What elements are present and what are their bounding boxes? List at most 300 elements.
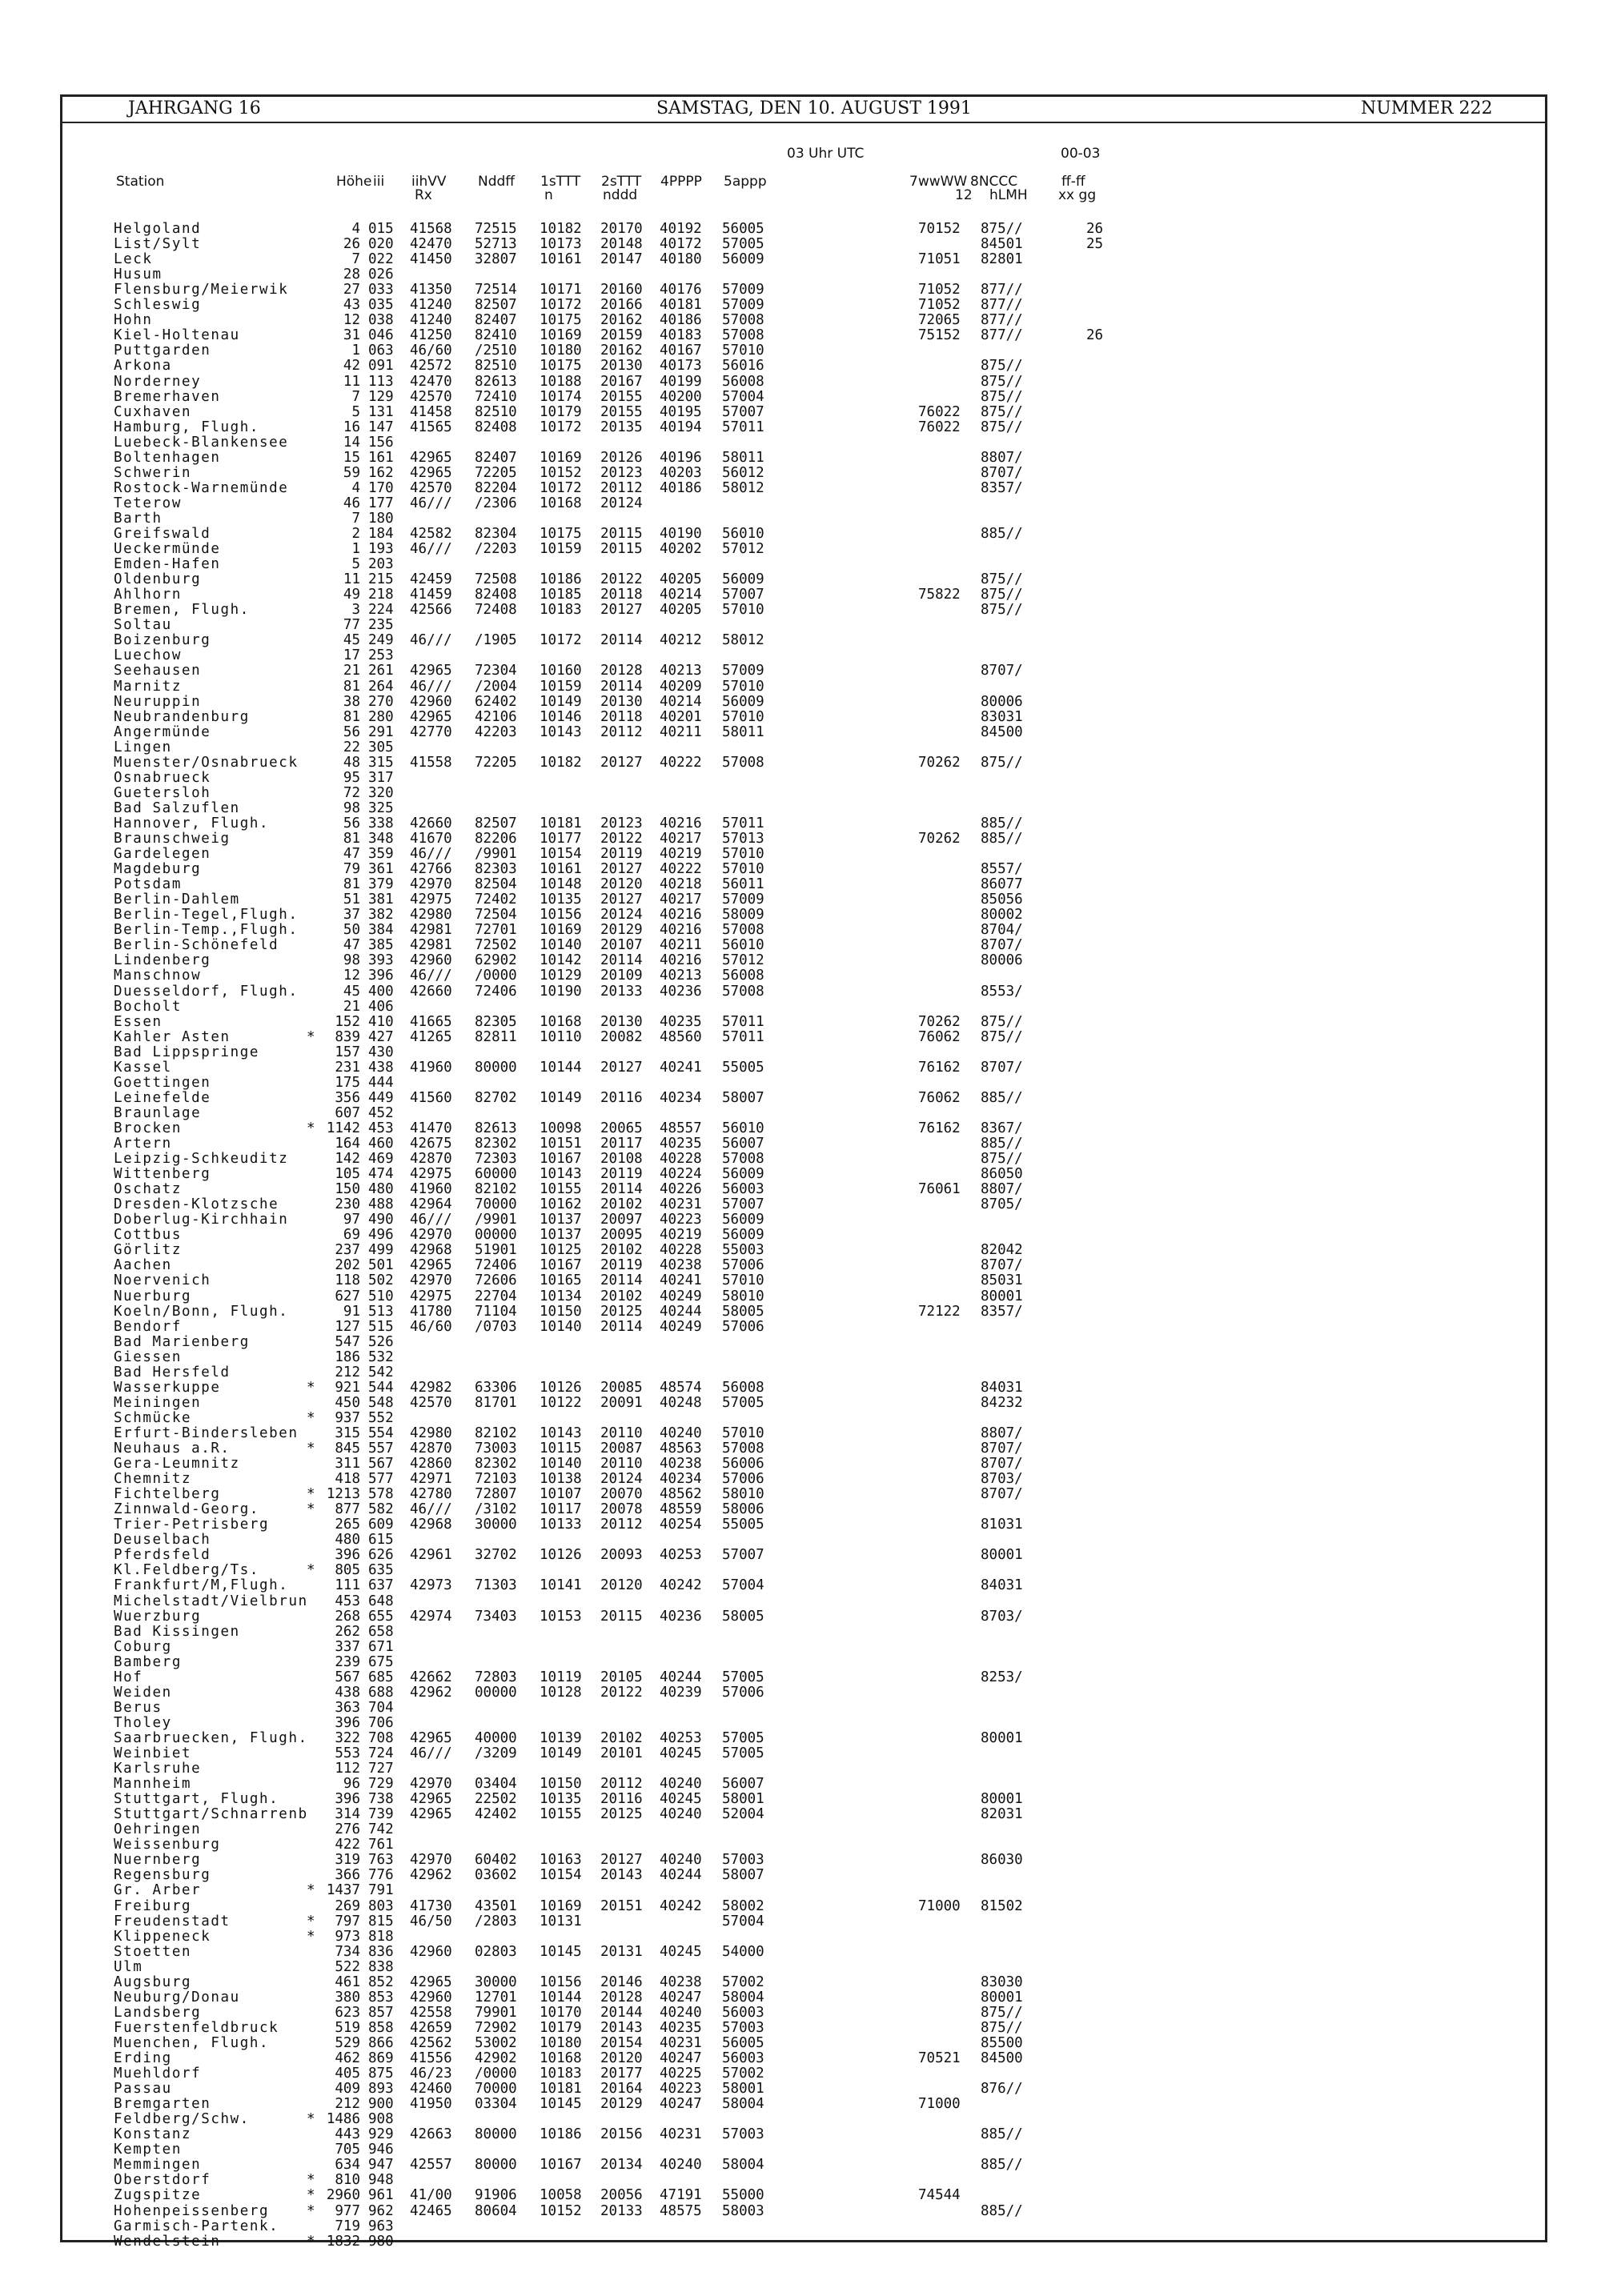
group-4pppp: 40247 bbox=[660, 2050, 702, 2066]
station-index: 688 bbox=[368, 1684, 394, 1701]
group-1sttt: 10141 bbox=[540, 1577, 582, 1594]
group-nddff: 03602 bbox=[475, 1867, 517, 1884]
station-name: Oldenburg bbox=[114, 571, 202, 588]
table-row bbox=[0, 1625, 1201, 1640]
group-1sttt: 10133 bbox=[540, 1517, 582, 1533]
group-nddff: /0000 bbox=[475, 2066, 517, 2082]
table-row bbox=[0, 725, 1201, 740]
group-4pppp: 40218 bbox=[660, 876, 702, 893]
group-5appp: 58001 bbox=[722, 2081, 764, 2098]
group-ihvv: 42562 bbox=[410, 2034, 452, 2051]
group-8nccc: 885// bbox=[981, 526, 1023, 542]
group-5appp: 57005 bbox=[722, 1394, 764, 1411]
group-2sttt: 20127 bbox=[600, 1059, 643, 1076]
station-index: 035 bbox=[368, 297, 394, 314]
group-4pppp: 40241 bbox=[660, 1272, 702, 1289]
station-index: 488 bbox=[368, 1196, 394, 1213]
group-8nccc: 84500 bbox=[981, 2050, 1023, 2066]
station-index: 852 bbox=[368, 1973, 394, 1990]
group-nddff: 42106 bbox=[475, 708, 517, 725]
mountain-marker: * bbox=[307, 1409, 315, 1426]
group-nddff: 72205 bbox=[475, 754, 517, 771]
table-row bbox=[0, 1487, 1201, 1502]
group-ihvv: 42965 bbox=[410, 1806, 452, 1823]
group-8nccc: 8357/ bbox=[981, 1303, 1023, 1320]
group-8nccc: 8707/ bbox=[981, 1059, 1023, 1076]
station-index: 022 bbox=[368, 251, 394, 268]
group-ihvv: 42962 bbox=[410, 1867, 452, 1884]
station-index: 046 bbox=[368, 327, 394, 344]
station-height: 805 bbox=[335, 1562, 360, 1579]
group-nddff: 71303 bbox=[475, 1577, 517, 1594]
group-2sttt: 20125 bbox=[600, 1303, 643, 1320]
station-height: 112 bbox=[335, 1761, 360, 1777]
mountain-marker: * bbox=[307, 1501, 315, 1518]
group-8nccc: 82042 bbox=[981, 1242, 1023, 1259]
table-row bbox=[0, 1594, 1201, 1609]
group-2sttt: 20112 bbox=[600, 1776, 643, 1793]
group-1sttt: 10142 bbox=[540, 952, 582, 969]
group-ihvv: 42965 bbox=[410, 1791, 452, 1808]
group-1sttt: 10188 bbox=[540, 373, 582, 390]
group-ihvv: 42470 bbox=[410, 236, 452, 253]
group-1sttt: 10163 bbox=[540, 1852, 582, 1869]
table-row bbox=[0, 2005, 1201, 2021]
station-height: 366 bbox=[335, 1867, 360, 1884]
group-nddff: 72408 bbox=[475, 602, 517, 619]
table-row bbox=[0, 2112, 1201, 2127]
group-nddff: 72205 bbox=[475, 464, 517, 481]
group-8nccc: 86030 bbox=[981, 1852, 1023, 1869]
station-height: 311 bbox=[335, 1456, 360, 1473]
station-name: Schwerin bbox=[114, 464, 192, 481]
group-4pppp: 40219 bbox=[660, 1227, 702, 1244]
group-ihvv: 41665 bbox=[410, 1013, 452, 1030]
station-height: 547 bbox=[335, 1333, 360, 1350]
group-1sttt: 10169 bbox=[540, 449, 582, 466]
group-ihvv: 46/60 bbox=[410, 1318, 452, 1335]
station-height: 3 bbox=[351, 602, 360, 619]
group-4pppp: 40217 bbox=[660, 892, 702, 908]
table-row bbox=[0, 1578, 1201, 1593]
mountain-marker: * bbox=[307, 1928, 315, 1945]
table-row bbox=[0, 877, 1201, 892]
group-4pppp: 40245 bbox=[660, 1791, 702, 1808]
station-name: Cottbus bbox=[114, 1227, 182, 1244]
table-row bbox=[0, 816, 1201, 831]
group-8nccc: 86050 bbox=[981, 1166, 1023, 1183]
table-row bbox=[0, 1076, 1201, 1091]
group-2sttt: 20065 bbox=[600, 1120, 643, 1136]
station-name: Pferdsfeld bbox=[114, 1547, 211, 1564]
group-ihvv: 42982 bbox=[410, 1379, 452, 1396]
station-name: Klippeneck bbox=[114, 1928, 211, 1945]
group-1sttt: 10185 bbox=[540, 587, 582, 603]
group-ihvv: 42662 bbox=[410, 1669, 452, 1685]
group-ihvv: 41556 bbox=[410, 2050, 452, 2066]
station-name: Oberstdorf bbox=[114, 2172, 211, 2189]
group-1sttt: 10180 bbox=[540, 2034, 582, 2051]
group-ihvv: 42970 bbox=[410, 1776, 452, 1793]
station-name: Stuttgart, Flugh. bbox=[114, 1791, 279, 1808]
group-5appp: 56010 bbox=[722, 1120, 764, 1136]
station-name: Schleswig bbox=[114, 297, 202, 314]
group-1sttt: 10126 bbox=[540, 1547, 582, 1564]
group-ihvv: 42968 bbox=[410, 1242, 452, 1259]
station-height: 118 bbox=[335, 1272, 360, 1289]
group-nddff: 73003 bbox=[475, 1441, 517, 1457]
table-row bbox=[0, 1320, 1201, 1335]
station-index: 626 bbox=[368, 1547, 394, 1564]
group-4pppp: 40223 bbox=[660, 1212, 702, 1228]
group-nddff: 53002 bbox=[475, 2034, 517, 2051]
station-name: Hohn bbox=[114, 312, 153, 329]
station-height: 396 bbox=[335, 1714, 360, 1731]
table-row bbox=[0, 405, 1201, 420]
station-index: 161 bbox=[368, 449, 394, 466]
station-index: 763 bbox=[368, 1852, 394, 1869]
group-nddff: 91906 bbox=[475, 2187, 517, 2204]
station-index: 729 bbox=[368, 1776, 394, 1793]
group-nddff: /3209 bbox=[475, 1745, 517, 1761]
group-2sttt: 20147 bbox=[600, 251, 643, 268]
group-4pppp: 47191 bbox=[660, 2187, 702, 2204]
group-ihvv: 42570 bbox=[410, 479, 452, 496]
table-row bbox=[0, 908, 1201, 923]
group-4pppp: 40225 bbox=[660, 2066, 702, 2082]
station-height: 315 bbox=[335, 1424, 360, 1441]
group-8nccc: 8707/ bbox=[981, 937, 1023, 954]
issue-date: SAMSTAG, DEN 10. AUGUST 1991 bbox=[656, 98, 972, 118]
group-8nccc: 80006 bbox=[981, 952, 1023, 969]
station-height: 7 bbox=[351, 251, 360, 268]
group-1sttt: 10149 bbox=[540, 1745, 582, 1761]
station-index: 502 bbox=[368, 1272, 394, 1289]
group-ihvv: 46/// bbox=[410, 1212, 452, 1228]
group-1sttt: 10128 bbox=[540, 1684, 582, 1701]
station-name: Berlin-Schönefeld bbox=[114, 937, 279, 954]
group-ihvv: 41265 bbox=[410, 1028, 452, 1045]
group-nddff: 82407 bbox=[475, 312, 517, 329]
group-7wwww: 72065 bbox=[918, 312, 961, 329]
station-name: Teterow bbox=[114, 495, 182, 511]
group-8nccc: 875// bbox=[981, 587, 1023, 603]
group-5appp: 56003 bbox=[722, 2050, 764, 2066]
table-row bbox=[0, 1822, 1201, 1837]
group-2sttt: 20085 bbox=[600, 1379, 643, 1396]
group-ihvv: 42981 bbox=[410, 922, 452, 939]
group-5appp: 58004 bbox=[722, 2157, 764, 2174]
group-ihvv: 42660 bbox=[410, 815, 452, 831]
station-height: 50 bbox=[343, 922, 360, 939]
table-row bbox=[0, 862, 1201, 877]
station-index: 131 bbox=[368, 403, 394, 420]
station-height: 522 bbox=[335, 1958, 360, 1975]
station-index: 444 bbox=[368, 1074, 394, 1091]
station-height: 27 bbox=[343, 282, 360, 299]
group-nddff: 82702 bbox=[475, 1089, 517, 1106]
group-7wwww: 75822 bbox=[918, 587, 961, 603]
group-nddff: 82504 bbox=[475, 876, 517, 893]
group-ihvv: 42557 bbox=[410, 2157, 452, 2174]
station-height: 921 bbox=[335, 1379, 360, 1396]
group-2sttt: 20129 bbox=[600, 922, 643, 939]
group-nddff: 00000 bbox=[475, 1684, 517, 1701]
station-index: 961 bbox=[368, 2187, 394, 2204]
group-4pppp: 40242 bbox=[660, 1577, 702, 1594]
station-height: 480 bbox=[335, 1532, 360, 1549]
station-index: 449 bbox=[368, 1089, 394, 1106]
table-row bbox=[0, 1335, 1201, 1350]
station-height: 56 bbox=[343, 723, 360, 740]
station-height: 409 bbox=[335, 2081, 360, 2098]
station-height: 81 bbox=[343, 708, 360, 725]
group-nddff: 43501 bbox=[475, 1897, 517, 1914]
group-2sttt: 20112 bbox=[600, 479, 643, 496]
station-height: 623 bbox=[335, 2004, 360, 2021]
group-1sttt: 10129 bbox=[540, 968, 582, 984]
group-2sttt: 20114 bbox=[600, 1181, 643, 1198]
station-height: 4 bbox=[351, 221, 360, 237]
station-name: Meiningen bbox=[114, 1394, 202, 1411]
station-height: 461 bbox=[335, 1973, 360, 1990]
group-2sttt: 20133 bbox=[600, 2202, 643, 2219]
station-name: Memmingen bbox=[114, 2157, 202, 2174]
group-5appp: 57010 bbox=[722, 343, 764, 359]
group-1sttt: 10161 bbox=[540, 251, 582, 268]
group-ihvv: 42968 bbox=[410, 1517, 452, 1533]
table-row bbox=[0, 1167, 1201, 1182]
station-name: Greifswald bbox=[114, 526, 211, 542]
station-name: Garmisch-Partenk. bbox=[114, 2218, 279, 2234]
group-5appp: 58005 bbox=[722, 1303, 764, 1320]
table-row bbox=[0, 1899, 1201, 1914]
table-row bbox=[0, 1716, 1201, 1731]
table-row bbox=[0, 1792, 1201, 1807]
station-height: 46 bbox=[343, 495, 360, 511]
col-ihvv: iihVV bbox=[411, 174, 447, 190]
group-8nccc: 8807/ bbox=[981, 449, 1023, 466]
station-index: 063 bbox=[368, 343, 394, 359]
group-5appp: 57003 bbox=[722, 1852, 764, 1869]
station-height: 1 bbox=[351, 343, 360, 359]
station-height: 4 bbox=[351, 479, 360, 496]
station-height: 462 bbox=[335, 2050, 360, 2066]
station-height: 529 bbox=[335, 2034, 360, 2051]
station-name: Oschatz bbox=[114, 1181, 182, 1198]
group-nddff: 80000 bbox=[475, 1059, 517, 1076]
station-name: Bad Hersfeld bbox=[114, 1364, 231, 1380]
group-4pppp: 40190 bbox=[660, 526, 702, 542]
table-row bbox=[0, 390, 1201, 405]
station-name: Giessen bbox=[114, 1348, 182, 1365]
group-8nccc: 8557/ bbox=[981, 861, 1023, 878]
group-8nccc: 877// bbox=[981, 282, 1023, 299]
table-row bbox=[0, 435, 1201, 451]
table-row bbox=[0, 1777, 1201, 1792]
station-height: 56 bbox=[343, 815, 360, 831]
station-name: Weinbiet bbox=[114, 1745, 192, 1761]
table-row bbox=[0, 557, 1201, 572]
group-1sttt: 10159 bbox=[540, 541, 582, 558]
group-nddff: 70000 bbox=[475, 2081, 517, 2098]
group-4pppp: 40209 bbox=[660, 678, 702, 695]
table-row bbox=[0, 237, 1201, 252]
group-nddff: 72103 bbox=[475, 1471, 517, 1488]
station-index: 180 bbox=[368, 510, 394, 527]
station-name: Emden-Hafen bbox=[114, 556, 221, 573]
station-name: Coburg bbox=[114, 1638, 172, 1655]
group-1sttt: 10138 bbox=[540, 1471, 582, 1488]
table-row bbox=[0, 2188, 1201, 2203]
group-nddff: 40000 bbox=[475, 1729, 517, 1746]
group-2sttt: 20135 bbox=[600, 419, 643, 435]
group-2sttt: 20160 bbox=[600, 282, 643, 299]
table-row bbox=[0, 298, 1201, 313]
group-2sttt: 20122 bbox=[600, 1684, 643, 1701]
station-index: 280 bbox=[368, 708, 394, 725]
group-5appp: 57011 bbox=[722, 419, 764, 435]
group-5appp: 56003 bbox=[722, 1181, 764, 1198]
station-height: 157 bbox=[335, 1044, 360, 1060]
group-4pppp: 40186 bbox=[660, 312, 702, 329]
station-height: 239 bbox=[335, 1653, 360, 1670]
group-1sttt: 10145 bbox=[540, 2096, 582, 2113]
mountain-marker: * bbox=[307, 2233, 315, 2250]
table-row bbox=[0, 1837, 1201, 1853]
station-height: 47 bbox=[343, 846, 360, 863]
group-1sttt: 10145 bbox=[540, 1943, 582, 1960]
mountain-marker: * bbox=[307, 2172, 315, 2189]
group-5appp: 57002 bbox=[722, 1973, 764, 1990]
station-index: 317 bbox=[368, 769, 394, 786]
group-nddff: 82507 bbox=[475, 815, 517, 831]
group-8nccc: 85056 bbox=[981, 892, 1023, 908]
station-height: 634 bbox=[335, 2157, 360, 2174]
group-5appp: 57007 bbox=[722, 1547, 764, 1564]
group-4pppp: 40216 bbox=[660, 952, 702, 969]
group-1sttt: 10143 bbox=[540, 1424, 582, 1441]
group-4pppp: 40222 bbox=[660, 861, 702, 878]
group-2sttt: 20159 bbox=[600, 327, 643, 344]
group-8nccc: 84501 bbox=[981, 236, 1023, 253]
group-nddff: 42203 bbox=[475, 723, 517, 740]
table-row bbox=[0, 2173, 1201, 2188]
station-height: 265 bbox=[335, 1517, 360, 1533]
station-height: 319 bbox=[335, 1852, 360, 1869]
station-height: 98 bbox=[343, 799, 360, 816]
group-1sttt: 10168 bbox=[540, 2050, 582, 2066]
station-name: Deuselbach bbox=[114, 1532, 211, 1549]
station-name: Barth bbox=[114, 510, 163, 527]
station-name: Doberlug-Kirchhain bbox=[114, 1212, 289, 1228]
station-index: 338 bbox=[368, 815, 394, 831]
group-2sttt: 20102 bbox=[600, 1242, 643, 1259]
group-ihvv: 41780 bbox=[410, 1303, 452, 1320]
group-2sttt: 20127 bbox=[600, 754, 643, 771]
group-ihvv: 42965 bbox=[410, 663, 452, 679]
group-nddff: 72508 bbox=[475, 571, 517, 588]
station-name: Gr. Arber bbox=[114, 1882, 202, 1899]
station-name: Augsburg bbox=[114, 1973, 192, 1990]
group-nddff: 72303 bbox=[475, 1151, 517, 1168]
group-2sttt: 20116 bbox=[600, 1791, 643, 1808]
station-height: 212 bbox=[335, 1364, 360, 1380]
group-nddff: 22502 bbox=[475, 1791, 517, 1808]
group-2sttt: 20162 bbox=[600, 312, 643, 329]
group-2sttt: 20125 bbox=[600, 1806, 643, 1823]
table-row bbox=[0, 1761, 1201, 1777]
group-8nccc: 86077 bbox=[981, 876, 1023, 893]
group-2sttt: 20143 bbox=[600, 2019, 643, 2036]
station-height: 21 bbox=[343, 998, 360, 1015]
station-index: 853 bbox=[368, 1989, 394, 2005]
obs-time-label: 03 Uhr UTC bbox=[787, 146, 865, 162]
table-row bbox=[0, 2142, 1201, 2158]
group-7wwww: 70262 bbox=[918, 1013, 961, 1030]
group-4pppp: 40203 bbox=[660, 464, 702, 481]
group-2sttt: 20123 bbox=[600, 464, 643, 481]
station-name: Schmücke bbox=[114, 1409, 192, 1426]
group-5appp: 57010 bbox=[722, 708, 764, 725]
group-ihvv: 42973 bbox=[410, 1577, 452, 1594]
group-5appp: 52004 bbox=[722, 1806, 764, 1823]
station-name: Konstanz bbox=[114, 2126, 192, 2143]
mountain-marker: * bbox=[307, 1882, 315, 1899]
group-1sttt: 10150 bbox=[540, 1303, 582, 1320]
group-5appp: 57008 bbox=[722, 1151, 764, 1168]
group-1sttt: 10170 bbox=[540, 2004, 582, 2021]
group-5appp: 57011 bbox=[722, 1013, 764, 1030]
group-1sttt: 10175 bbox=[540, 526, 582, 542]
station-name: Karlsruhe bbox=[114, 1761, 202, 1777]
table-row bbox=[0, 1746, 1201, 1761]
group-4pppp: 40253 bbox=[660, 1547, 702, 1564]
table-row bbox=[0, 1121, 1201, 1136]
group-8nccc: 80001 bbox=[981, 1547, 1023, 1564]
station-index: 348 bbox=[368, 831, 394, 847]
station-name: Frankfurt/M,Flugh. bbox=[114, 1577, 289, 1594]
group-5appp: 56012 bbox=[722, 464, 764, 481]
station-height: 11 bbox=[343, 373, 360, 390]
mountain-marker: * bbox=[307, 2187, 315, 2204]
station-index: 264 bbox=[368, 678, 394, 695]
group-4pppp: 40238 bbox=[660, 1973, 702, 1990]
group-5appp: 57002 bbox=[722, 2066, 764, 2082]
station-height: 607 bbox=[335, 1104, 360, 1121]
table-row bbox=[0, 2097, 1201, 2112]
group-nddff: 81701 bbox=[475, 1394, 517, 1411]
group-1sttt: 10183 bbox=[540, 602, 582, 619]
group-2sttt: 20110 bbox=[600, 1424, 643, 1441]
group-4pppp: 40216 bbox=[660, 922, 702, 939]
table-row bbox=[0, 1701, 1201, 1716]
group-7wwww: 71052 bbox=[918, 297, 961, 314]
group-4pppp: 40223 bbox=[660, 2081, 702, 2098]
station-height: 1437 bbox=[326, 1882, 360, 1899]
group-nddff: 73403 bbox=[475, 1608, 517, 1625]
station-height: 396 bbox=[335, 1791, 360, 1808]
group-4pppp: 40172 bbox=[660, 236, 702, 253]
group-5appp: 56009 bbox=[722, 693, 764, 710]
group-2sttt: 20120 bbox=[600, 876, 643, 893]
station-name: Nuerburg bbox=[114, 1288, 192, 1304]
station-name: Chemnitz bbox=[114, 1471, 192, 1488]
group-8nccc: 83030 bbox=[981, 1973, 1023, 1990]
station-name: Neuburg/Donau bbox=[114, 1989, 240, 2005]
station-height: 7 bbox=[351, 388, 360, 405]
station-name: Landsberg bbox=[114, 2004, 202, 2021]
